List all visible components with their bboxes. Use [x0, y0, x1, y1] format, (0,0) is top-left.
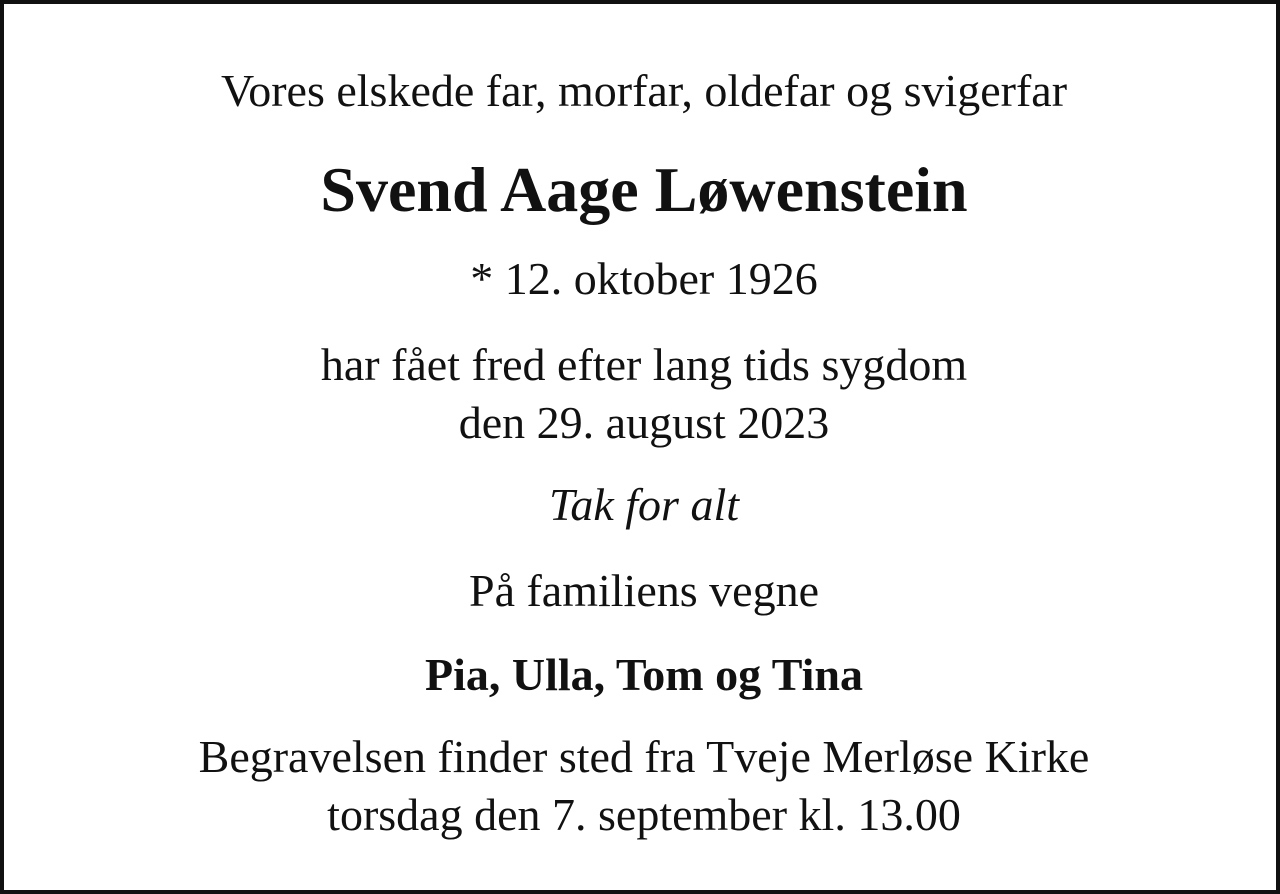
thanks-text: Tak for alt: [548, 479, 740, 530]
funeral-info-line-1: Begravelsen finder sted fra Tveje Merløse Kirke: [198, 731, 1090, 782]
deceased-name: Svend Aage Løwenstein: [320, 154, 968, 225]
death-text-line-2: den 29. august 2023: [458, 397, 830, 448]
family-signers: Pia, Ulla, Tom og Tina: [425, 649, 863, 700]
intro-text: Vores elskede far, morfar, oldefar og svigerfar: [220, 65, 1068, 116]
birth-date: * 12. oktober 1926: [470, 253, 818, 304]
behalf-text: På familiens vegne: [468, 565, 819, 616]
death-text-line-1: har fået fred efter lang tids sygdom: [320, 339, 968, 390]
funeral-info-line-2: torsdag den 7. september kl. 13.00: [327, 789, 961, 840]
